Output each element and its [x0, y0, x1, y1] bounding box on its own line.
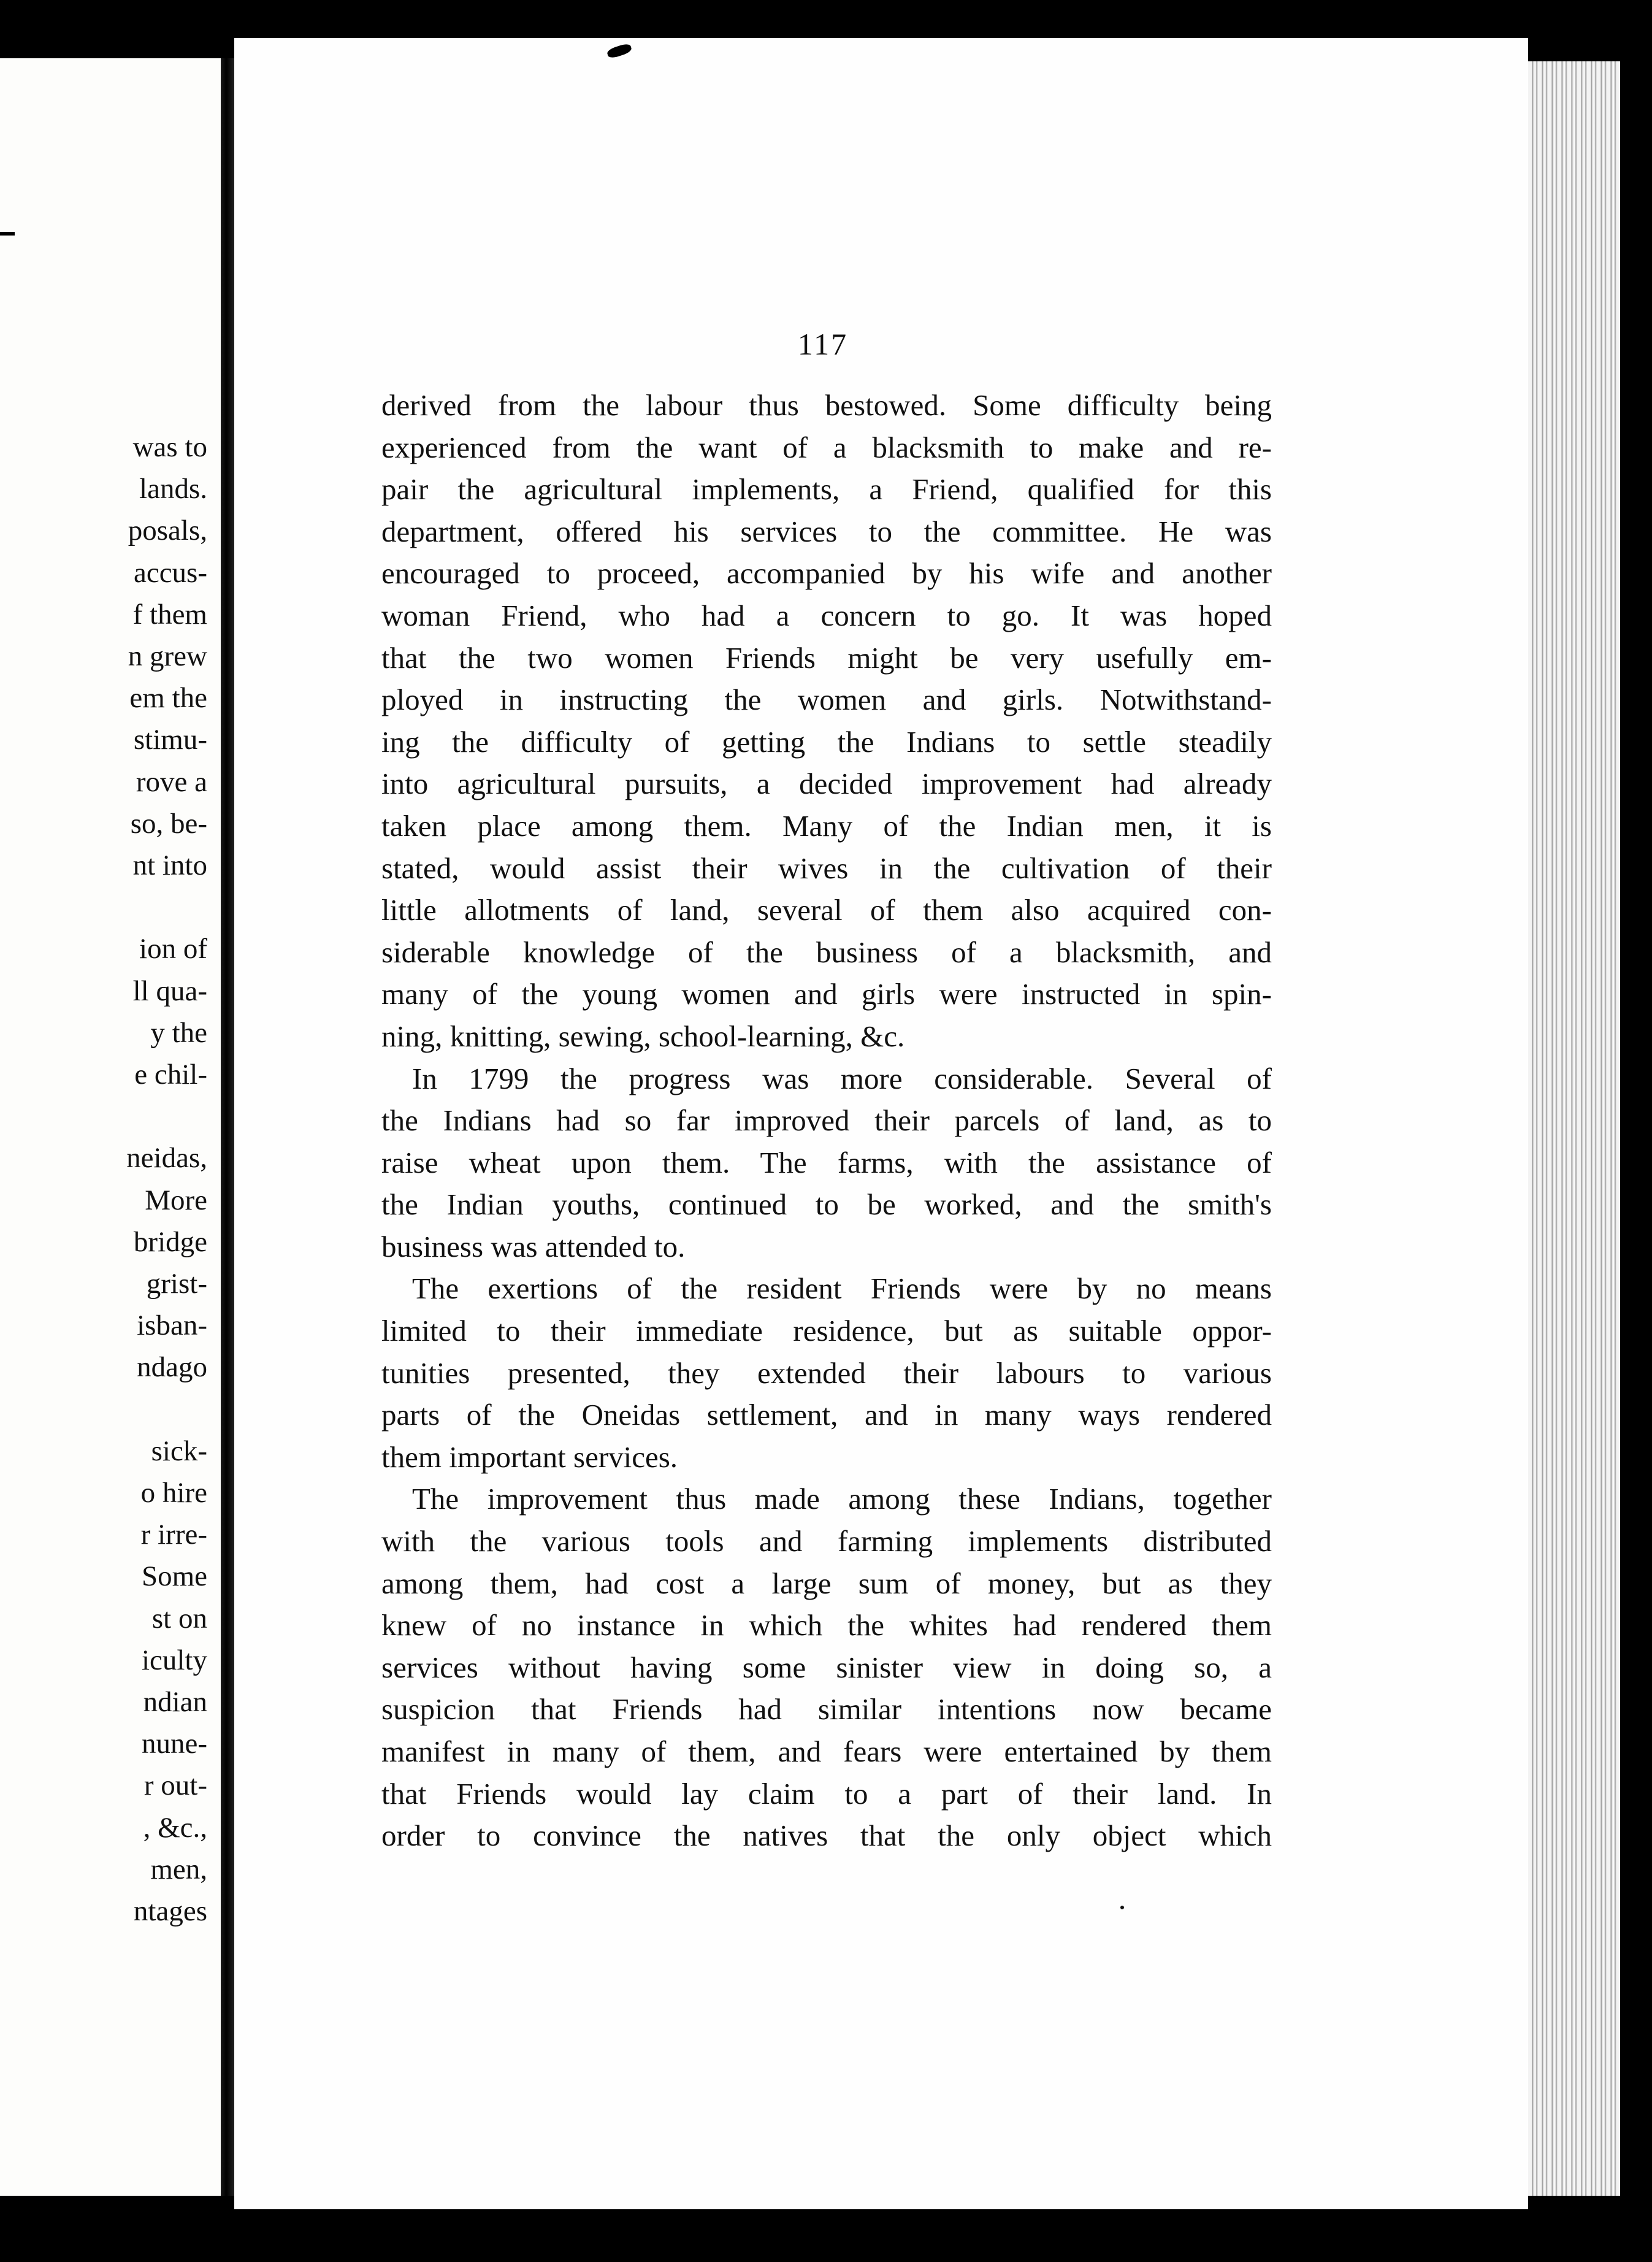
paragraph — [381, 385, 1272, 1058]
previous-page-line: isban- — [137, 1309, 207, 1342]
previous-page-line: r out- — [143, 1769, 207, 1802]
previous-page-line: nt into — [132, 849, 207, 882]
text-line: siderable knowledge of the business of a blacksmith, and — [381, 935, 1272, 969]
text-line: among them, had cost a large sum of money, but as they — [381, 1566, 1272, 1600]
book-page — [234, 38, 1528, 2209]
previous-page-edge — [0, 58, 221, 2196]
text-line: ing the difficulty of getting the Indians to settle steadily — [381, 724, 1272, 759]
previous-page-line: f them — [132, 598, 207, 631]
previous-page-line: neidas, — [126, 1142, 207, 1175]
previous-page-line: Some — [141, 1560, 207, 1593]
previous-page-line: ll qua- — [132, 975, 207, 1007]
previous-page-line: bridge — [133, 1225, 207, 1258]
previous-page-line: nune- — [141, 1728, 207, 1760]
text-line: the Indians had so far improved their parcels of land, as to — [381, 1103, 1272, 1138]
text-line: manifest in many of them, and fears were entertained by them — [381, 1735, 1272, 1768]
previous-page-fragments — [126, 426, 207, 1932]
paragraph — [381, 1058, 1272, 1268]
text-line: taken place among them. Many of the Indian men, it is — [381, 808, 1272, 843]
paragraph — [381, 1478, 1272, 1857]
paragraph — [381, 1268, 1272, 1478]
page-mark — [0, 232, 15, 236]
book-spine — [221, 58, 234, 2196]
text-line: parts of the Oneidas settlement, and in many ways rendered — [381, 1398, 1272, 1432]
text-line: ployed in instructing the women and girls. Notwithstand- — [381, 683, 1272, 717]
text-line: the Indian youths, continued to be worked, and the smith's — [381, 1187, 1272, 1222]
text-line: department, offered his services to the committee. He was — [381, 514, 1272, 548]
previous-page-line: More — [145, 1184, 207, 1216]
text-line: many of the young women and girls were instructed in spin- — [381, 977, 1272, 1011]
page-number: 117 — [797, 327, 849, 361]
text-line: order to convince the natives that the only object which — [381, 1819, 1272, 1853]
text-line: them important services. — [381, 1440, 678, 1474]
text-line: little allotments of land, several of them also acquired con- — [381, 893, 1272, 927]
text-line: raise wheat upon them. The farms, with the assistance of — [381, 1145, 1272, 1179]
text-line: with the various tools and farming implements distributed — [381, 1524, 1272, 1558]
previous-page-line: em the — [129, 682, 207, 715]
text-line: services without having some sinister view in doing so, a — [381, 1650, 1272, 1684]
previous-page-line: posals, — [128, 515, 207, 547]
text-line: business was attended to. — [381, 1229, 686, 1263]
previous-page-line: stimu- — [133, 724, 207, 756]
previous-page-line: , &c., — [143, 1811, 207, 1844]
text-line: woman Friend, who had a concern to go. It was hoped — [381, 598, 1272, 632]
previous-page-line: lands. — [139, 473, 207, 505]
fore-edge-shadow — [1620, 61, 1652, 2196]
previous-page-line: ndago — [137, 1351, 207, 1384]
previous-page-line: ion of — [139, 933, 207, 965]
text-line: pair the agricultural implements, a Friend, qualified for this — [381, 472, 1272, 507]
text-line: In 1799 the progress was more considerable. Several of — [412, 1061, 1272, 1095]
previous-page-line: was to — [132, 431, 207, 463]
previous-page-line: grist- — [146, 1268, 207, 1300]
page-body-text — [381, 385, 1272, 1857]
text-line: The improvement thus made among these Indians, together — [412, 1482, 1272, 1516]
previous-page-line: ntages — [133, 1895, 207, 1928]
text-line: encouraged to proceed, accompanied by his wife and another — [381, 556, 1272, 591]
previous-page-line: men, — [150, 1853, 207, 1885]
previous-page-line: y the — [150, 1016, 207, 1049]
previous-page-line — [126, 1389, 207, 1430]
text-line: into agricultural pursuits, a decided improvement had already — [381, 767, 1272, 801]
previous-page-line — [126, 886, 207, 928]
scan-speck — [1120, 1906, 1124, 1909]
previous-page-line: rove a — [136, 765, 207, 798]
previous-page-line: st on — [151, 1602, 207, 1635]
previous-page-line: so, be- — [130, 807, 207, 840]
text-line: suspicion that Friends had similar intentions now became — [381, 1692, 1272, 1727]
book-fore-edge — [1528, 61, 1620, 2196]
text-line: that the two women Friends might be very usefully em- — [381, 640, 1272, 675]
previous-page-line: sick- — [151, 1435, 207, 1467]
previous-page-line: iculty — [141, 1644, 207, 1676]
text-line: derived from the labour thus bestowed. Some difficulty being — [381, 388, 1272, 422]
text-line: that Friends would lay claim to a part of their land. In — [381, 1776, 1272, 1811]
text-line: knew of no instance in which the whites had rendered them — [381, 1608, 1272, 1643]
previous-page-line: r irre- — [140, 1519, 207, 1551]
text-line: ning, knitting, sewing, school-learning, &c. — [381, 1019, 905, 1053]
previous-page-line: o hire — [140, 1477, 207, 1509]
text-line: tunities presented, they extended their labours to various — [381, 1355, 1272, 1390]
previous-page-line: ndian — [143, 1686, 207, 1719]
previous-page-line: accus- — [133, 556, 207, 589]
text-line: stated, would assist their wives in the cultivation of their — [381, 851, 1272, 885]
text-line: The exertions of the resident Friends were by no means — [412, 1271, 1272, 1306]
text-line: limited to their immediate residence, but as suitable oppor- — [381, 1314, 1272, 1348]
previous-page-line: e chil- — [134, 1059, 207, 1091]
text-line: experienced from the want of a blacksmith to make and re- — [381, 430, 1272, 464]
previous-page-line — [126, 1095, 207, 1137]
previous-page-line: n grew — [128, 640, 207, 673]
